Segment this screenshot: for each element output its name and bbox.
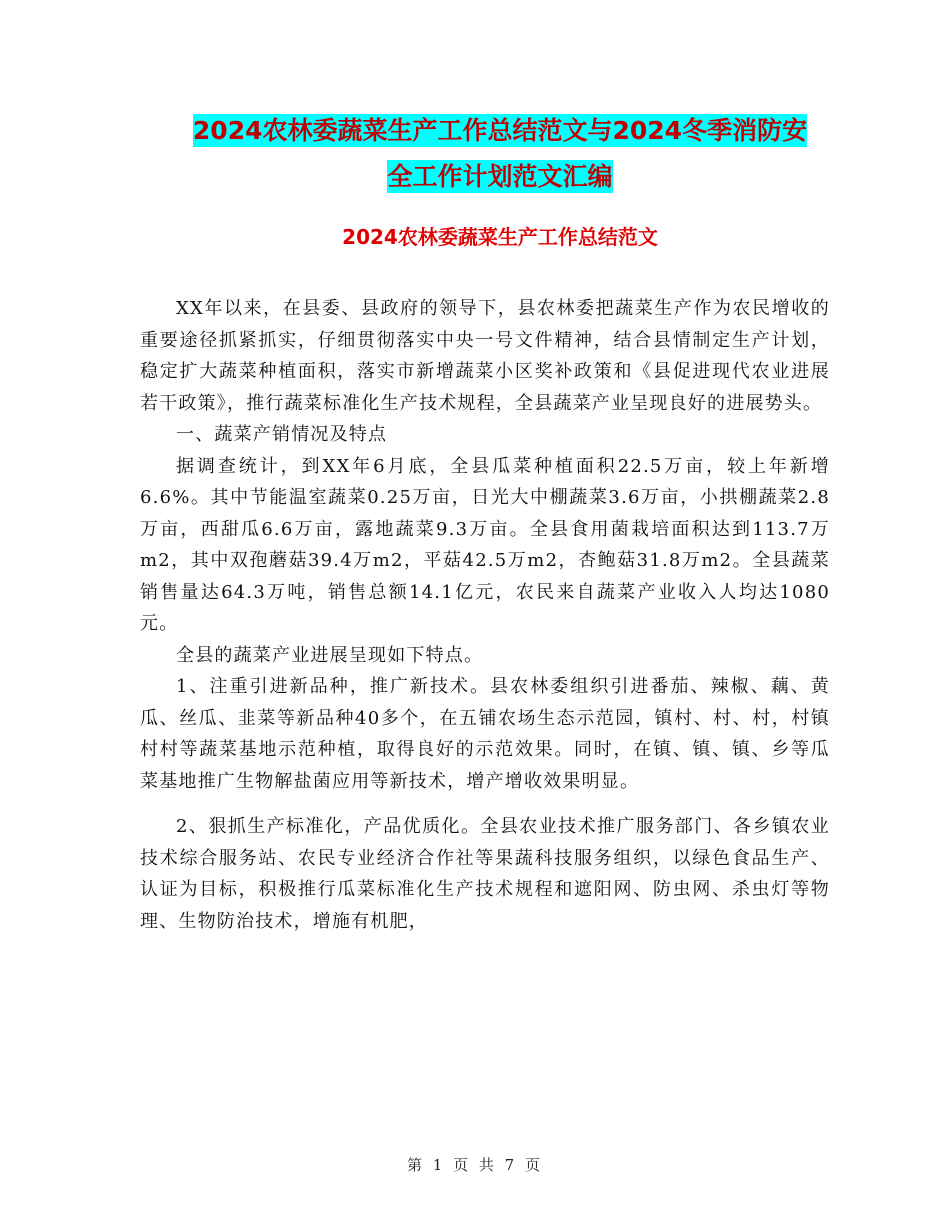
- section-heading: 2024农林委蔬菜生产工作总结范文: [342, 225, 658, 249]
- paragraph-statistics: 据调查统计，到XX年6月底，全县瓜菜种植面积22.5万亩，较上年新增6.6%。其中节能温室蔬菜0.25万亩，日光大中棚蔬菜3.6万亩，小拱棚蔬菜2.8万亩，西甜瓜6.6万亩，露地蔬菜9.3万亩。全县食用菌栽培面积达到113.7万m2，其中双孢蘑菇39.4万m2，平菇42.5万m2，杏鲍菇31.8万m2。全县蔬菜销售量达64.3万吨，销售总额14.1亿元，农民来自蔬菜产业收入人均达1080元。: [140, 455, 830, 634]
- paragraph-intro: XX年以来，在县委、县政府的领导下，县农林委把蔬菜生产作为农民增收的重要途径抓紧抓实，仔细贯彻落实中央一号文件精神，结合县情制定生产计划，稳定扩大蔬菜种植面积，落实市新增蔬菜小区奖补政策和《县促进现代农业进展若干政策》，推行蔬菜标准化生产技术规程，全县蔬菜产业呈现良好的进展势头。: [140, 298, 830, 414]
- paragraph-feature-2: 2、狠抓生产标准化，产品优质化。全县农业技术推广服务部门、各乡镇农业技术综合服务站、农民专业经济合作社等果蔬科技服务组织，以绿色食品生产、认证为目标，积极推行瓜菜标准化生产技术规程和遮阳网、防虫网、杀虫灯等物理、生物防治技术，增施有机肥，: [140, 816, 830, 932]
- document-title: [120, 108, 880, 200]
- document-title-line-2: 全工作计划范文汇编: [387, 162, 613, 191]
- document-title-line-1: 2024农林委蔬菜生产工作总结范文与2024冬季消防安: [192, 116, 808, 145]
- paragraph-feature-1: 1、注重引进新品种，推广新技术。县农林委组织引进番茄、辣椒、藕、黄瓜、丝瓜、韭菜等新品种40多个，在五铺农场生态示范园，镇村、村、村，村镇村村等蔬菜基地示范种植，取得良好的示范效果。同时，在镇、镇、镇、乡等瓜菜基地推广生物解盐菌应用等新技术，增产增收效果明显。: [140, 676, 830, 792]
- document-body: [140, 293, 830, 937]
- paragraph-features-intro: 全县的蔬菜产业进展呈现如下特点。: [176, 644, 484, 666]
- page-footer: 第 1 页 共 7 页: [407, 1156, 543, 1174]
- paragraph-subheading: 一、蔬菜产销情况及特点: [176, 424, 388, 445]
